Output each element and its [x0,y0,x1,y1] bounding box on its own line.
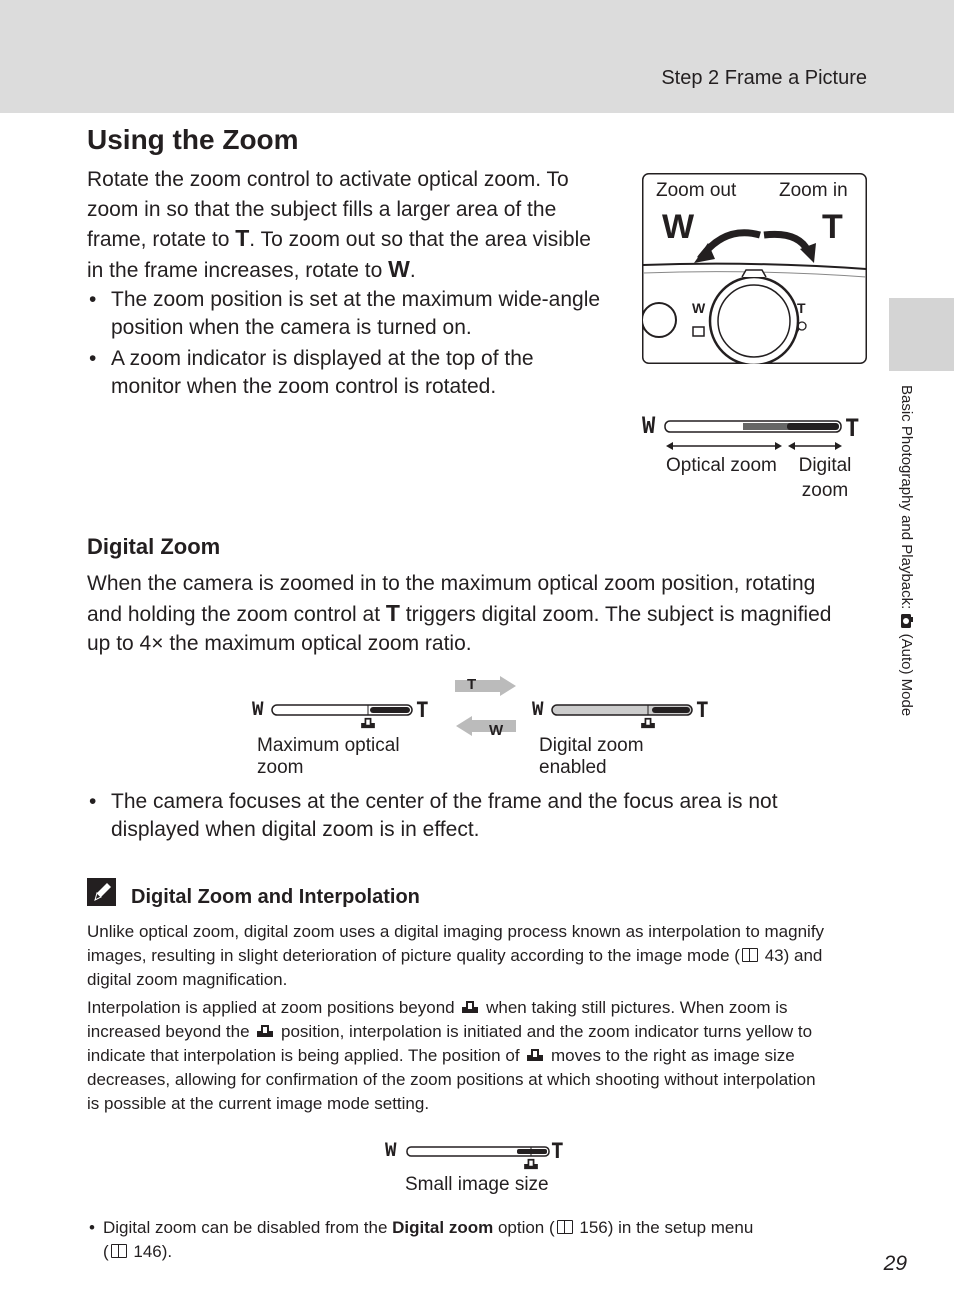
note-text: 43) and [759,946,823,965]
t-symbol: T [822,208,843,246]
caption-line: zoom [257,757,304,778]
bullet-line [103,1240,877,1264]
w-symbol: W [642,414,656,439]
t-symbol: T [385,599,400,626]
bullet-list [87,286,627,401]
header-band [0,0,954,113]
bullet-list [87,1216,877,1264]
paragraph-line [87,599,877,630]
note-line: decreases, allowing for confirmation of the zoom positions at which shooting without interpolation [87,1070,816,1089]
digital-zoom-label-line: Digital [798,455,852,476]
image-size-icon [461,1000,479,1014]
optical-zoom-label: Optical zoom [666,455,777,476]
arrow-t-label: T [467,676,477,693]
caption-line: Maximum optical [257,735,400,756]
max-optical-caption [257,735,400,779]
book-icon [557,1220,573,1234]
note-text: position, interpolation is initiated and the zoom indicator turns yellow to [276,1022,813,1041]
t-symbol: T [235,225,250,251]
digital-zoom-label-line: zoom [801,480,849,501]
ring-t-label: T [797,300,806,316]
paragraph-text: and holding the zoom control at [87,602,386,626]
note-text: images, resulting in slight deterioration of picture quality according to the image mode ( [87,946,740,965]
small-size-caption: Small image size [405,1174,549,1195]
note-paragraph-1 [87,920,877,992]
t-symbol: T [845,414,860,442]
t-symbol: T [696,698,709,722]
arrow-w-label: W [489,722,504,739]
note-line: Unlike optical zoom, digital zoom uses a digital imaging process known as interpolation to magnify [87,922,825,941]
page-number: 29 [883,1252,907,1275]
note-line [87,1044,877,1068]
note-title: Digital Zoom and Interpolation [131,886,420,908]
side-label-end: (Auto) Mode [898,629,915,717]
note-text: moves to the right as image size [546,1046,795,1065]
note-text: increased beyond the [87,1022,255,1041]
w-symbol: W [662,208,695,246]
ring-w-label: W [692,300,706,316]
camera-icon [900,613,914,629]
note-pencil-icon [87,878,117,906]
zoom-indicator-figure [640,413,870,503]
intro-text: in the frame increases, rotate to [87,258,389,282]
bullet-list [87,788,877,844]
zoom-comparison-figure [252,672,722,787]
note-text: indicate that interpolation is being applied. The position of [87,1046,525,1065]
intro-text: . [409,258,416,282]
image-size-icon [526,1048,544,1062]
bullet-line: • A zoom indicator is displayed at the top of the [111,347,534,370]
digital-enabled-caption [539,735,644,779]
digital-zoom-paragraph [87,569,877,659]
menu-option-name: Digital zoom [392,1218,494,1237]
intro-line: Rotate the zoom control to activate optical zoom. To [87,168,569,191]
bullet-line: displayed when digital zoom is in effect. [111,818,480,841]
bullet-line: • The zoom position is set at the maximum wide-angle [111,288,601,311]
note-line: is possible at the current image mode setting. [87,1094,430,1113]
camera-zoom-figure [642,173,867,364]
page-title: Using the Zoom [87,124,299,155]
list-item [87,286,627,342]
book-icon [111,1244,127,1258]
small-size-bar [385,1138,575,1178]
side-label-text: Basic Photography and Playback: [898,385,915,614]
w-symbol: W [388,255,410,282]
intro-text: . To zoom out so that the area visible [249,228,591,251]
note-text: Interpolation is applied at zoom positions beyond [87,998,460,1017]
digital-zoom-label [790,455,860,502]
bullet-text: option ( [493,1218,555,1237]
list-item [87,1216,877,1264]
note-line: digital zoom magnification. [87,970,288,989]
intro-paragraph [87,165,627,285]
caption-line: Digital zoom [539,735,644,756]
comparison-bars [252,672,722,742]
side-label [895,385,923,805]
bullet-line [103,1216,877,1240]
list-item [87,345,627,401]
intro-line: zoom in so that the subject fills a larger area of the [87,197,557,221]
bullet-line: position when the camera is turned on. [111,316,472,339]
w-symbol: W [532,698,544,720]
paragraph-line: up to 4× the maximum optical zoom ratio. [87,632,472,655]
t-symbol: T [551,1139,564,1163]
zoom-bar [640,413,870,453]
w-symbol: W [385,1139,397,1161]
note-paragraph-2 [87,996,877,1116]
note-text: when taking still pictures. When zoom is [481,998,788,1017]
intro-line [87,255,627,286]
note-line [87,996,877,1020]
side-tab[interactable] [889,298,954,371]
bullet-line: • The camera focuses at the center of the frame and the focus area is not [111,790,778,813]
caption-line: enabled [539,757,607,778]
intro-line [87,224,627,255]
bullet-text: ( [103,1242,109,1261]
bullet-text: 146). [128,1242,173,1261]
small-size-figure [385,1138,575,1200]
w-symbol: W [252,698,264,720]
bullet-text: Digital zoom can be disabled from the [103,1218,393,1237]
list-item [87,788,877,844]
zoom-out-label: Zoom out [656,180,737,201]
note-line [87,944,877,968]
section-heading: Digital Zoom [87,534,221,559]
book-icon [742,948,758,962]
zoom-in-label: Zoom in [779,180,848,201]
intro-text: frame, rotate to [87,228,236,251]
section-header: Step 2 Frame a Picture [661,67,867,89]
paragraph-text: triggers digital zoom. The subject is magnified [399,602,832,626]
bullet-text: 156) in the setup menu [574,1218,754,1237]
paragraph-line: When the camera is zoomed in to the maximum optical zoom position, rotating [87,572,816,595]
image-size-icon [256,1024,274,1038]
t-symbol: T [416,698,429,722]
note-line [87,1020,877,1044]
bullet-line: monitor when the zoom control is rotated. [111,375,497,398]
